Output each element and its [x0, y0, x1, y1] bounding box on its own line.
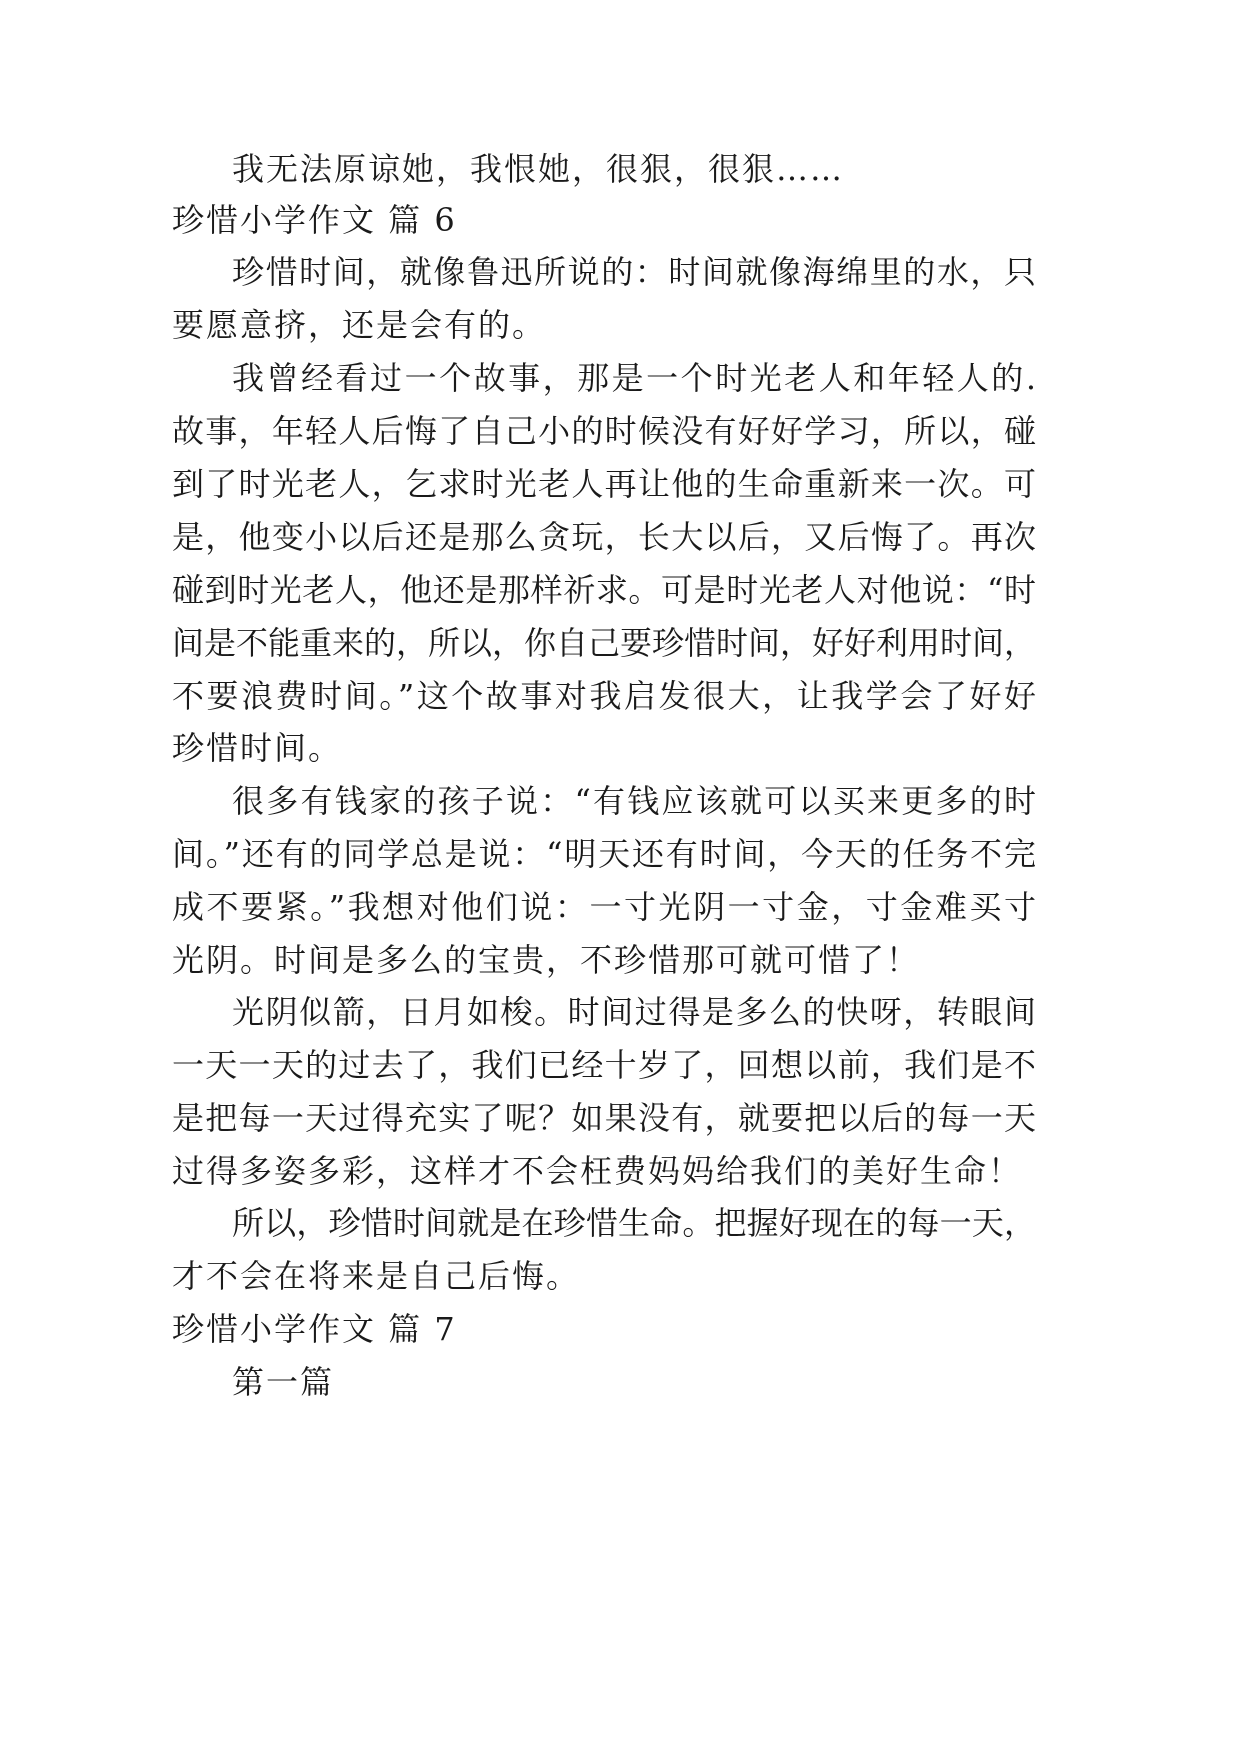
line-text: 一天一天的过去了，我们已经十岁了，回想以前，我们是不	[172, 1046, 1036, 1084]
line-text: 我无法原谅她，我恨她，很狠，很狠……	[232, 150, 845, 188]
text-line	[172, 566, 1241, 614]
text-line	[172, 883, 1241, 931]
text-line	[172, 830, 1241, 878]
line-text: 所以，珍惜时间就是在珍惜生命。把握好现在的每一天，	[232, 1204, 1036, 1242]
text-line	[232, 354, 1241, 402]
section-heading	[172, 196, 1241, 244]
text-line	[172, 407, 1241, 455]
line-text: 珍惜小学作文 篇 7	[172, 1310, 457, 1348]
line-text: 光阴似箭，日月如梭。时间过得是多么的快呀，转眼间	[232, 993, 1036, 1031]
line-text: 是，他变小以后还是那么贪玩，长大以后，又后悔了。再次	[172, 518, 1036, 556]
line-text: 成不要紧。”我想对他们说：一寸光阴一寸金，寸金难买寸	[172, 888, 1036, 926]
line-text: 珍惜时间，就像鲁迅所说的：时间就像海绵里的水，只	[232, 253, 1036, 291]
text-line	[232, 1199, 1241, 1247]
line-text: 间是不能重来的，所以，你自己要珍惜时间，好好利用时间，	[172, 624, 1037, 662]
text-line	[172, 672, 1241, 720]
line-text: 才不会在将来是自己后悔。	[172, 1257, 581, 1295]
line-text: 间。”还有的同学总是说：“明天还有时间，今天的任务不完	[172, 835, 1036, 873]
text-line	[232, 248, 1241, 296]
line-text: 碰到时光老人，他还是那样祈求。可是时光老人对他说：“时	[172, 571, 1036, 609]
line-text: 我曾经看过一个故事，那是一个时光老人和年轻人的.	[232, 359, 1036, 397]
line-text: 很多有钱家的孩子说：“有钱应该就可以买来更多的时	[232, 782, 1036, 820]
text-line	[172, 619, 1241, 667]
text-line	[172, 1252, 1241, 1300]
line-text: 珍惜时间。	[172, 729, 343, 767]
text-line	[172, 724, 1241, 772]
text-line	[232, 145, 1241, 193]
line-text: 珍惜小学作文 篇 6	[172, 201, 457, 239]
text-line	[172, 1041, 1241, 1089]
line-text: 到了时光老人，乞求时光老人再让他的生命重新来一次。可	[172, 465, 1036, 503]
text-line	[232, 988, 1241, 1036]
text-line	[172, 460, 1241, 508]
text-line	[172, 301, 1241, 349]
line-text: 过得多姿多彩，这样才不会枉费妈妈给我们的美好生命！	[172, 1152, 1023, 1190]
text-line	[172, 1094, 1241, 1142]
section-heading	[172, 1305, 1241, 1353]
line-text: 不要浪费时间。”这个故事对我启发很大，让我学会了好好	[172, 677, 1036, 715]
line-text: 故事，年轻人后悔了自己小的时候没有好好学习，所以，碰	[172, 412, 1036, 450]
text-line	[172, 513, 1241, 561]
line-text: 要愿意挤，还是会有的。	[172, 306, 547, 344]
text-line	[172, 1147, 1241, 1195]
text-line	[232, 777, 1241, 825]
text-line	[232, 1358, 1241, 1406]
line-text: 光阴。时间是多么的宝贵，不珍惜那可就可惜了！	[172, 941, 921, 979]
line-text: 第一篇	[232, 1363, 335, 1401]
text-line	[172, 936, 1241, 984]
line-text: 是把每一天过得充实了呢？如果没有，就要把以后的每一天	[172, 1099, 1036, 1137]
